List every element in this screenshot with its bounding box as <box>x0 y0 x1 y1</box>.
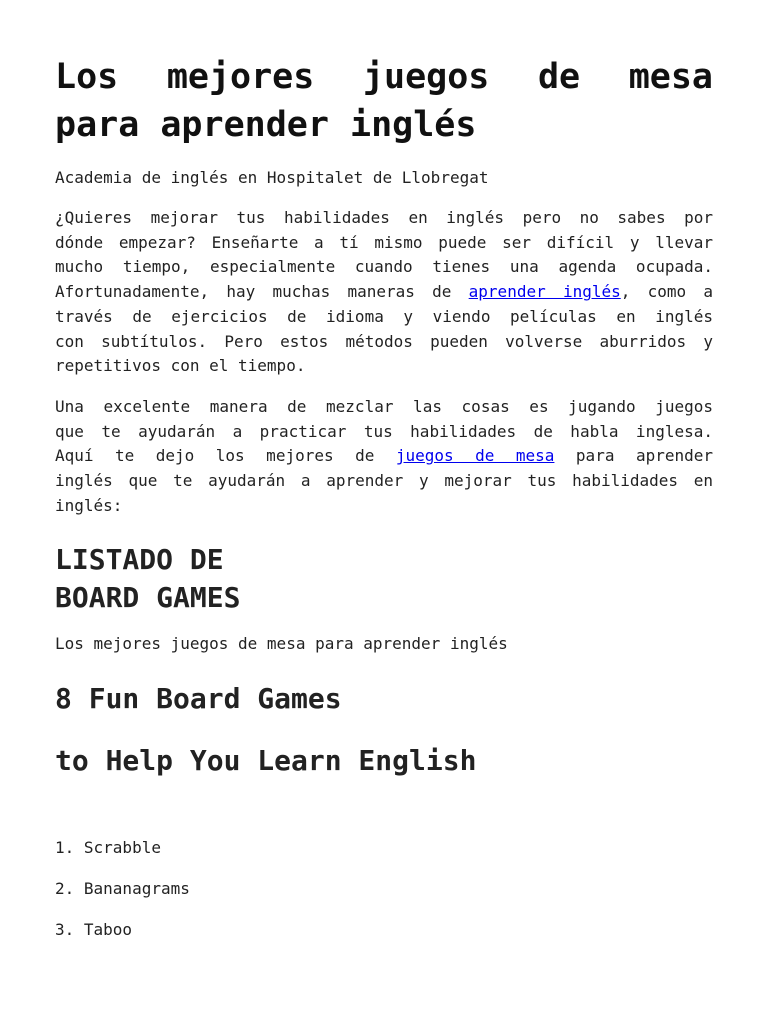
paragraph-line: dónde empezar? Enseñarte a tí mismo puede ser difícil y llevar <box>55 232 713 252</box>
paragraph-text: Aquí te dejo los mejores de <box>55 446 396 466</box>
board-games-heading: 8 Fun Board Games <box>55 682 342 715</box>
paragraph-line <box>55 444 713 469</box>
section-heading <box>55 541 240 617</box>
list-item: 3. Taboo <box>55 920 133 939</box>
paragraph-text: para aprender <box>554 446 714 466</box>
games-list <box>55 836 190 959</box>
learn-english-heading: to Help You Learn English <box>55 744 477 777</box>
paragraph-line: con subtítulos. Pero estos métodos pueden volverse aburridos y <box>55 331 713 351</box>
intro-paragraph <box>55 206 713 379</box>
paragraph-line: repetitivos con el tiempo. <box>55 356 306 376</box>
aprender-ingles-link[interactable]: aprender inglés <box>468 282 621 302</box>
list-item: 2. Bananagrams <box>55 879 190 898</box>
paragraph-line: Una excelente manera de mezclar las cosas es jugando juegos <box>55 397 713 416</box>
paragraph-line: inglés que te ayudarán a aprender y mejorar tus habilidades en <box>55 471 713 491</box>
paragraph-line: ¿Quieres mejorar tus habilidades en inglés pero no sabes por <box>55 208 713 227</box>
list-item: 1. Scrabble <box>55 838 161 857</box>
paragraph-line: mucho tiempo, especialmente cuando tienes una agenda ocupada. <box>55 257 713 277</box>
page-title <box>55 53 713 149</box>
article-subtitle: Academia de inglés en Hospitalet de Llobregat <box>55 168 489 187</box>
paragraph-line: través de ejercicios de idioma y viendo películas en inglés <box>55 306 713 326</box>
title-line-2: para aprender inglés <box>55 105 477 145</box>
title-line-1: Los mejores juegos de mesa <box>55 57 713 97</box>
paragraph-line: que te ayudarán a practicar tus habilidades de habla inglesa. <box>55 421 713 441</box>
games-intro-paragraph <box>55 395 713 519</box>
section-heading-line: BOARD GAMES <box>55 581 241 614</box>
paragraph-line <box>55 280 713 305</box>
paragraph-text: , como a <box>620 282 713 302</box>
section-caption: Los mejores juegos de mesa para aprender inglés <box>55 634 508 653</box>
paragraph-text: Afortunadamente, hay muchas maneras de <box>55 282 469 302</box>
section-heading-line: LISTADO DE <box>55 543 224 576</box>
paragraph-line: inglés: <box>55 495 123 515</box>
juegos-de-mesa-link[interactable]: juegos de mesa <box>395 446 555 466</box>
